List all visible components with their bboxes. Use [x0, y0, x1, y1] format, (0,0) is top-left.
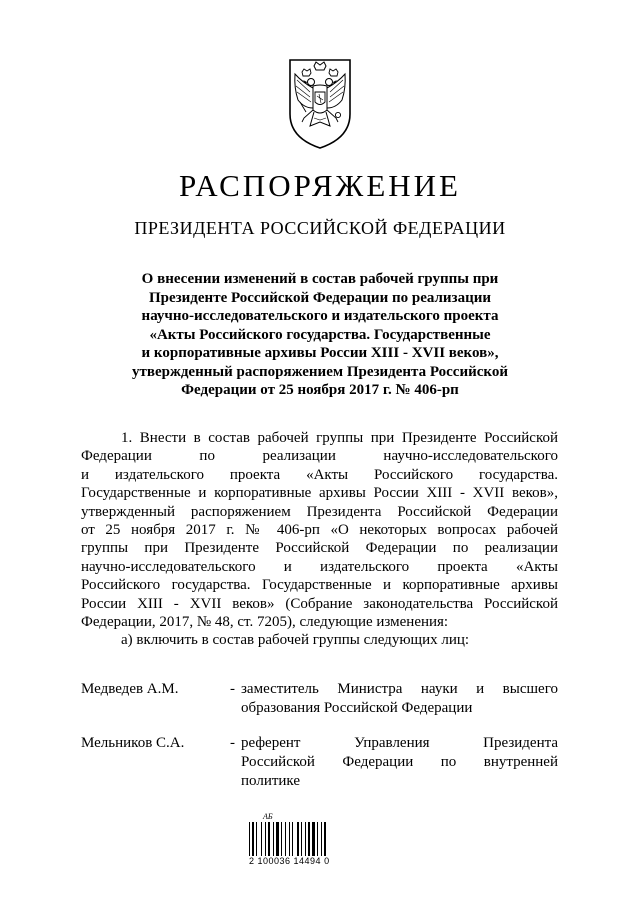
body-line: Федерации по реализации научно-исследовательского — [81, 448, 558, 465]
body-line: группы при Президенте Российской Федерации по реализации — [81, 540, 558, 557]
body-line: Государственные и корпоративные архивы России XIII - XVII веков», — [81, 485, 558, 502]
body-line: от 25 ноября 2017 г. № 406-рп «О некоторых вопросах рабочей — [81, 521, 558, 538]
member-name: Мельников С.А. — [81, 735, 185, 751]
registrar-initials: АБ — [263, 812, 273, 821]
barcode-number: 2 100036 14494 0 — [249, 856, 330, 866]
title-line: утвержденный распоряжением Президента Российской — [132, 363, 508, 380]
title-line: и корпоративные архивы России XIII - XVII веков», — [141, 345, 499, 361]
body-line: Федерации, 2017, № 48, ст. 7205), следующие изменения: — [81, 613, 449, 630]
document-type: РАСПОРЯЖЕНИЕ — [179, 168, 461, 203]
barcode-bar — [305, 822, 306, 856]
document-barcode-block — [249, 812, 339, 872]
member-dash: - — [230, 735, 235, 751]
barcode-bar — [276, 822, 279, 856]
barcode-bar — [301, 822, 302, 856]
document-title — [100, 270, 540, 400]
barcode-bar — [321, 822, 322, 856]
barcode-bar — [249, 822, 250, 856]
barcode-bar — [252, 822, 254, 856]
body-paragraph — [81, 429, 558, 650]
member-position-line: Российской Федерации по внутренней — [241, 754, 558, 770]
title-line: «Акты Российского государства. Государственные — [149, 326, 491, 343]
barcode-bar — [324, 822, 326, 856]
body-line: и издательского проекта «Акты Российского государства. — [81, 466, 558, 483]
body-line: России XIII - XVII веков» (Собрание законодательства Российской — [81, 595, 558, 612]
barcode-bar — [317, 822, 318, 856]
body-line: 1. Внести в состав рабочей группы при Президенте Российской — [121, 430, 558, 446]
member-position — [241, 734, 558, 791]
title-line: научно-исследовательского и издательского проекта — [141, 308, 499, 324]
member-position-line: образования Российской Федерации — [241, 700, 473, 716]
barcode-bar — [292, 822, 293, 856]
russian-coat-of-arms-icon — [280, 52, 360, 152]
member-name: Медведев А.М. — [81, 681, 179, 697]
body-line: утвержденный распоряжением Президента Российской Федерации — [81, 503, 558, 520]
barcode — [249, 822, 339, 856]
barcode-bar — [268, 822, 270, 856]
barcode-bar — [308, 822, 310, 856]
body-line: а) включить в состав рабочей группы следующих лиц: — [121, 632, 470, 649]
barcode-bar — [297, 822, 299, 856]
title-line: О внесении изменений в состав рабочей группы при — [141, 271, 499, 287]
barcode-bar — [256, 822, 257, 856]
body-line: научно-исследовательского и издательского проекта «Акты — [81, 558, 558, 575]
member-position-line: политике — [241, 773, 300, 789]
barcode-bar — [285, 822, 286, 856]
barcode-bar — [265, 822, 266, 856]
title-line: Федерации от 25 ноября 2017 г. № 406-рп — [181, 382, 459, 398]
member-dash: - — [230, 681, 235, 697]
member-position — [241, 680, 558, 718]
member-position-line: заместитель Министра науки и высшего — [241, 681, 558, 697]
title-line: Президенте Российской Федерации по реализации — [148, 289, 492, 306]
body-line: Российского государства. Государственные и корпоративные архивы — [81, 577, 558, 594]
issuer-title: ПРЕЗИДЕНТА РОССИЙСКОЙ ФЕДЕРАЦИИ — [134, 218, 506, 238]
member-position-line: референт Управления Президента — [241, 735, 558, 751]
barcode-bar — [273, 822, 274, 856]
barcode-bar — [312, 822, 315, 856]
barcode-bar — [281, 822, 282, 856]
barcode-bar — [289, 822, 290, 856]
barcode-bar — [261, 822, 262, 856]
